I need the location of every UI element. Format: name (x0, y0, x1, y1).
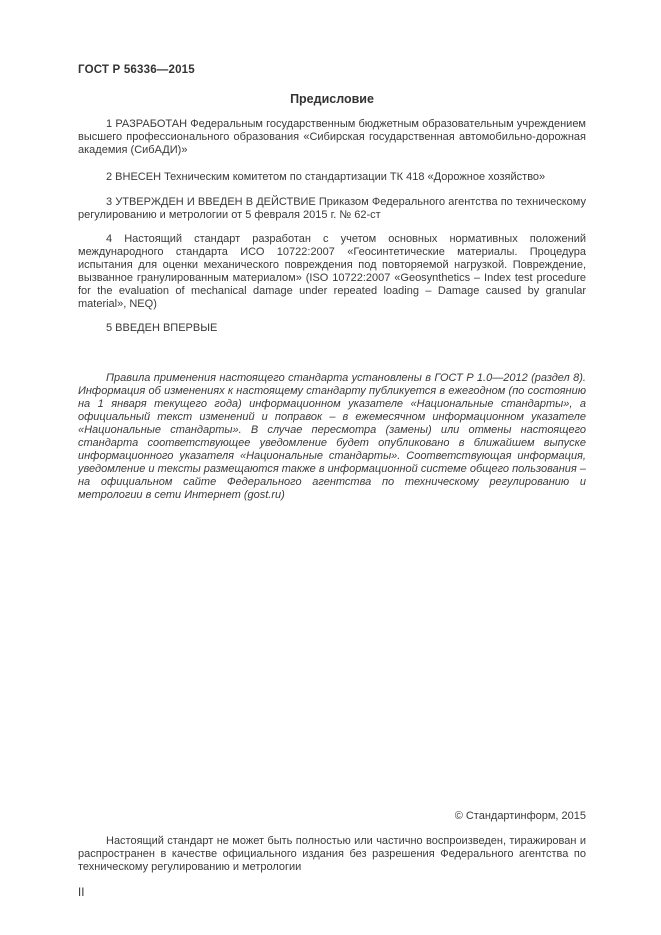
preface-clause-2-submitted-by: 2 ВНЕСЕН Техническим комитетом по стандартизации ТК 418 «Дорожное хозяйство» (106, 171, 546, 183)
preface-clause-1-developed-by: 1 РАЗРАБОТАН Федеральным государственным бюджетным образовательным учреждением высшего профессионального образования «Сибирская государственная автомобильно-дорожная академия (СибАДИ)» (78, 118, 586, 156)
page-number: II (78, 887, 85, 899)
preface-clause-5-first-edition: 5 ВВЕДЕН ВПЕРВЫЕ (106, 322, 218, 334)
page-title: Предисловие (290, 92, 374, 106)
copyright-notice: © Стандартинформ, 2015 (454, 810, 586, 822)
preface-clause-3-approved: 3 УТВЕРЖДЕН И ВВЕДЕН В ДЕЙСТВИЕ Приказом Федерального агентства по техническому регулированию и метрологии от 5 февраля 2015 г. № 62-ст (78, 196, 586, 221)
reproduction-restriction: Настоящий стандарт не может быть полностью или частично воспроизведен, тиражирован и распространен в качестве официального издания без разрешения Федерального агентства по техническому регулированию и метрологии (78, 835, 586, 873)
standard-designation: ГОСТ Р 56336—2015 (78, 64, 195, 76)
preface-clause-4-iso-basis: 4 Настоящий стандарт разработан с учетом основных нормативных положений международного стандарта ИСО 10722:2007 «Геосинтетические материалы. Процедура испытания для оценки механического повреждения под повторяемой нагрузкой. Повреждение, вызванное гранулированным материалом» (ISO 10722:2007 «Geosynthetics – Index test procedure for the evaluation of mechanical damage under repeated loading – Damage caused by granular material», NEQ) (78, 233, 586, 310)
application-rules-note: Правила применения настоящего стандарта установлены в ГОСТ Р 1.0—2012 (раздел 8). Информация об изменениях к настоящему стандарту публикуется в ежегодном (по состоянию на 1 января текущего года) информационном указателе «Национальные стандарты», а официальный текст изменений и поправок – в ежемесячном информационном указателе «Национальные стандарты». В случае пересмотра (замены) или отмены настоящего стандарта соответствующее уведомление будет опубликовано в ближайшем выпуске информационного указателя «Национальные стандарты». Соответствующая информация, уведомление и тексты размещаются также в информационной системе общего пользования – на официальном сайте Федерального агентства по техническому регулированию и метрологии в сети Интернет (gost.ru) (78, 372, 586, 501)
